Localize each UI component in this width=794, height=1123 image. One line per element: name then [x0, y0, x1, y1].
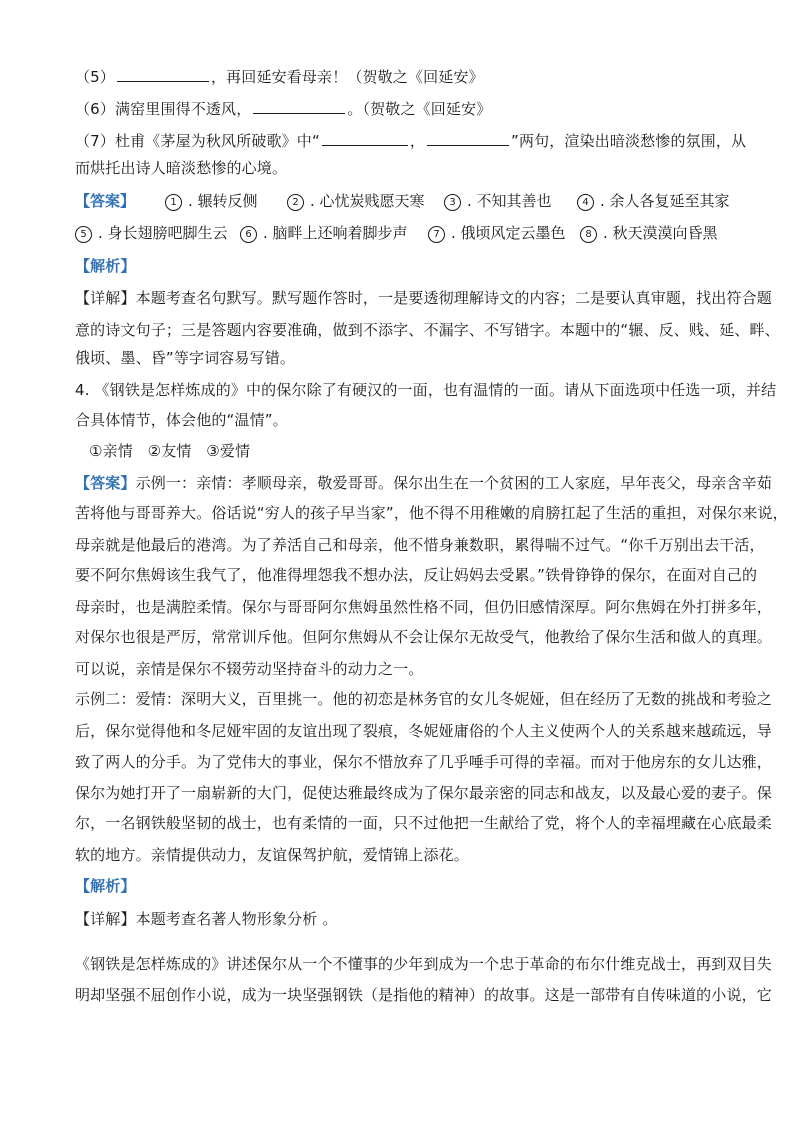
question-5-prefix: （5）	[75, 68, 115, 86]
answer-item-3	[444, 190, 552, 212]
question-5-suffix: ，再回延安看母亲！（贺敬之《回延安》	[211, 68, 484, 86]
answer-row-2	[75, 222, 735, 246]
circled-number: 4	[577, 194, 594, 211]
answer-line: 尔，一名钢铁般坚韧的战士，也有柔情的一面，只不过他把一生献给了党，将个人的幸福埋藏在心底最柔	[75, 814, 772, 832]
answer-item-5	[75, 222, 228, 244]
answer-text: . 辗转反侧	[188, 192, 258, 210]
answer-item-2	[287, 190, 425, 212]
answer-line: 苦将他与哥哥养大。俗话说“穷人的孩子早当家”，他不得不用稚嫩的肩膀扛起了生活的重担，对保尔来说，	[75, 504, 788, 522]
answer-line: 要不阿尔焦姆该生我气了，他准得埋怨我不想办法，反让妈妈去受累。”铁骨铮铮的保尔，在面对自己的	[75, 566, 758, 584]
answer-text: . 心忧炭贱愿天寒	[310, 192, 425, 210]
circled-number: 5	[75, 226, 92, 243]
answer-item-1	[165, 190, 258, 212]
circled-number: 8	[580, 226, 597, 243]
answer-tag: 【答案】	[75, 192, 136, 210]
answer-line: 母亲时，也是满腔柔情。保尔与哥哥阿尔焦姆虽然性格不同，但仍旧感情深厚。阿尔焦姆在外打拼多年，	[75, 598, 772, 616]
answer-text: . 不知其善也	[467, 192, 552, 210]
question-7-line	[75, 130, 746, 151]
question-6-suffix: 。（贺敬之《回延安》	[347, 100, 492, 118]
question-4-line: 合具体情节，体会他的“温情”。	[75, 411, 288, 429]
answer-line: 可以说，亲情是保尔不辍劳动坚持奋斗的动力之一。	[75, 660, 424, 678]
question-6-line	[75, 98, 491, 119]
answer-blank	[427, 130, 509, 146]
answer-line: 对保尔也很是严厉，常常训斥他。但阿尔焦姆从不会让保尔无故受气，他教给了保尔生活和做人的真理。	[75, 628, 772, 646]
question-5-line	[75, 66, 484, 87]
answer-blank	[253, 98, 345, 114]
question-7-mid: ，	[409, 132, 426, 150]
answer-line: 后，保尔觉得他和冬尼娅牢固的友谊出现了裂痕，冬妮娅庸俗的个人主义使两个人的关系越来越疏远，导	[75, 722, 772, 740]
answer-2-first-line	[75, 473, 772, 493]
analysis-line: 意的诗文句子；三是答题内容要准确，做到不添字、不漏字、不写错字。本题中的“辗、反、贱、延、畔、	[75, 321, 780, 339]
answer-item-8	[580, 222, 718, 244]
answer-text: . 俄顷风定云墨色	[451, 224, 566, 242]
answer-line: 示例二：爱情：深明大义，百里挑一。他的初恋是林务官的女儿冬妮娅，但在经历了无数的挑战和考验之	[75, 690, 772, 708]
question-4-line: 4. 《钢铁是怎样炼成的》中的保尔除了有硬汉的一面，也有温情的一面。请从下面选项中任选一项，并结	[75, 381, 777, 399]
answer-tag: 【答案】	[75, 474, 136, 492]
analysis-line: 俄顷、墨、昏”等字词容易写错。	[75, 349, 296, 367]
answer-text: . 秋天漠漠向昏黑	[603, 224, 718, 242]
question-7-line-2: 而烘托出诗人暗淡愁惨的心境。	[75, 159, 288, 177]
circled-number: 6	[240, 226, 257, 243]
analysis-tag: 【解析】	[75, 257, 136, 275]
circled-number: 3	[444, 194, 461, 211]
answer-text: . 脑畔上还响着脚步声	[263, 224, 408, 242]
answer-item-6	[240, 222, 408, 244]
answer-line: 致了两人的分手。为了党伟大的事业，保尔不惜放弃了几乎唾手可得的幸福。而对于他房东的女儿达雅，	[75, 753, 772, 771]
question-7-prefix: （7）杜甫《茅屋为秋风所破歌》中“	[75, 132, 320, 150]
answer-text: . 身长翅膀吧脚生云	[98, 224, 228, 242]
question-4-options: ①亲情 ②友情 ③爱情	[89, 442, 251, 460]
answer-text: 示例一：亲情：孝顺母亲，敬爱哥哥。保尔出生在一个贫困的工人家庭，早年丧父，母亲含辛茹	[135, 474, 772, 492]
answer-text: . 余人各复延至其家	[600, 192, 730, 210]
analysis-line: 【详解】本题考查名句默写。默写题作答时，一是要透彻理解诗文的内容；二是要认真审题，找出符合题	[75, 289, 772, 307]
circled-number: 1	[165, 194, 182, 211]
answer-item-4	[577, 190, 730, 212]
analysis-line: 【详解】本题考查名著人物形象分析 。	[75, 910, 338, 928]
question-7-suffix: ”两句，渲染出暗淡愁惨的氛围，从	[511, 132, 747, 150]
answer-line: 软的地方。亲情提供动力，友谊保驾护航，爱情锦上添花。	[75, 846, 469, 864]
analysis-line: 明却坚强不屈创作小说，成为一块坚强钢铁（是指他的精神）的故事。这是一部带有自传味道的小说，它	[75, 986, 772, 1004]
analysis-tag: 【解析】	[75, 877, 136, 895]
answer-line: 母亲就是他最后的港湾。为了养活自己和母亲，他不惜身兼数职，累得喘不过气。“你千万别出去干活，	[75, 536, 765, 554]
circled-number: 7	[428, 226, 445, 243]
answer-row-1	[75, 190, 735, 214]
answer-blank	[322, 130, 408, 146]
answer-line: 保尔为她打开了一扇崭新的大门，促使达雅最终成为了保尔最亲密的同志和战友，以及最心爱的妻子。保	[75, 784, 772, 802]
answer-blank	[117, 66, 209, 82]
analysis-line: 《钢铁是怎样炼成的》讲述保尔从一个不懂事的少年到成为一个忠于革命的布尔什维克战士，再到双目失	[75, 955, 772, 973]
circled-number: 2	[287, 194, 304, 211]
question-6-prefix: （6）满窑里围得不透风，	[75, 100, 252, 118]
answer-item-7	[428, 222, 566, 244]
